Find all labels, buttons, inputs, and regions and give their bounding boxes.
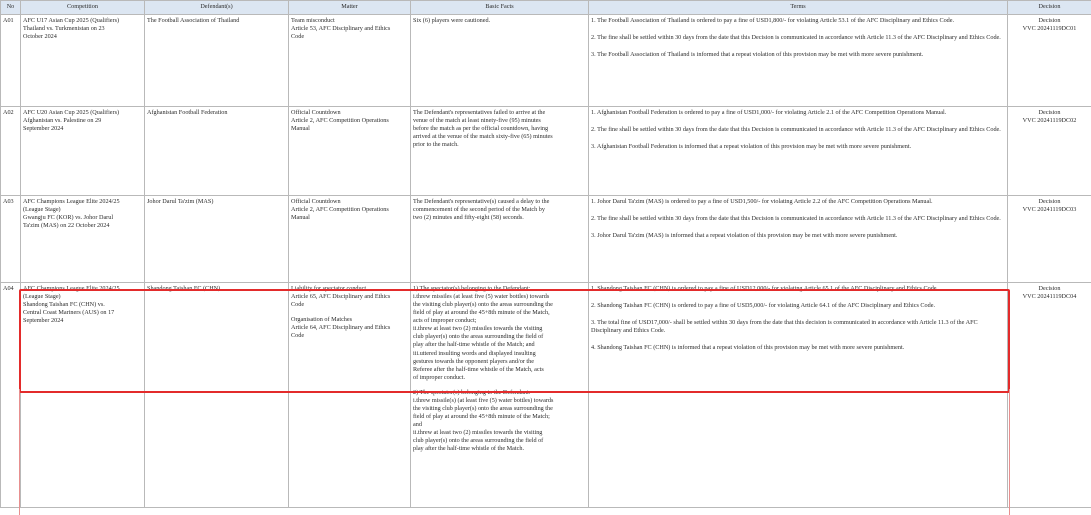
- row-basic-facts: The Defendant's representative(s) caused a delay to the commencement of the second period of the Match by two (2) minutes and fifty-eight (58) seconds.: [411, 196, 589, 283]
- header-no: No: [1, 1, 21, 15]
- row-no: A02: [1, 107, 21, 196]
- header-defendants: Defendant(s): [145, 1, 289, 15]
- header-matter: Matter: [289, 1, 411, 15]
- row-competition: AFC U17 Asian Cup 2025 (Qualifiers) Thailand vs. Turkmenistan on 23 October 2024: [21, 15, 145, 107]
- header-competition: Competition: [21, 1, 145, 15]
- header-basic-facts: Basic Facts: [411, 1, 589, 15]
- row-defendant: The Football Association of Thailand: [145, 15, 289, 107]
- row-defendant: Afghanistan Football Federation: [145, 107, 289, 196]
- row-matter: Official Countdown Article 2, AFC Competition Operations Manual: [289, 196, 411, 283]
- row-matter: Team misconduct Article 53, AFC Disciplinary and Ethics Code: [289, 15, 411, 107]
- row-terms: 1. Johor Darul Ta'zim (MAS) is ordered to pay a fine of USD1,500/- for violating Article 2.2 of the AFC Competition Operations Manual. 2. The fine shall be settled within 30 days from the date that this Decision is communicated in accordance with Article 11.3 of the AFC Disciplinary and Ethics Code. 3. Johor Darul Ta'zim (MAS) is informed that a repeat violation of this provision may be met with more severe punishment.: [589, 196, 1008, 283]
- row-basic-facts: Six (6) players were cautioned.: [411, 15, 589, 107]
- header-decision: Decision: [1008, 1, 1091, 15]
- row-terms: 1. Shandong Taishan FC (CHN) is ordered to pay a fine of USD12,000/- for violating Article 65.1 of the AFC Disciplinary and Ethics Code. 2. Shandong Taishan FC (CHN) is ordered to pay a fine of USD5,000/- for violating Article 64.1 of the AFC Disciplinary and Ethics Code. 3. The total fine of USD17,000/- shall be settled within 30 days from the date that this decision is communicated in accordance with Article 11.3 of the AFC Disciplinary and Ethics Code. 4. Shandong Taishan FC (CHN) is informed that a repeat violation of this provision may be met with more severe punishment.: [589, 283, 1008, 508]
- row-no: A03: [1, 196, 21, 283]
- row-matter: Liability for spectator conduct Article 65, AFC Disciplinary and Ethics Code Organisation of Matches Article 64, AFC Disciplinary and Ethics Code: [289, 283, 411, 508]
- table-row: [1, 196, 1091, 283]
- row-competition: AFC Champions League Elite 2024/25 (League Stage) Shandong Taishan FC (CHN) vs. Central Coast Mariners (AUS) on 17 September 2024: [21, 283, 145, 508]
- row-terms: 1. The Football Association of Thailand is ordered to pay a fine of USD1,800/- for violating Article 53.1 of the AFC Disciplinary and Ethics Code. 2. The fine shall be settled within 30 days from the date that this Decision is communicated in accordance with Article 11.3 of the AFC Disciplinary and Ethics Code. 3. The Football Association of Thailand is informed that a repeat violation of this provision may be met with more severe punishment.: [589, 15, 1008, 107]
- row-no: A04: [1, 283, 21, 508]
- row-terms: 1. Afghanistan Football Federation is ordered to pay a fine of USD1,000/- for violating Article 2.1 of the AFC Competition Operations Manual. 2. The fine shall be settled within 30 days from the date that this Decision is communicated in accordance with Article 11.3 of the AFC Disciplinary and Ethics Code. 3. Afghanistan Football Federation is informed that a repeat violation of this provision may be met with more severe punishment.: [589, 107, 1008, 196]
- row-defendant: Johor Darul Ta'zim (MAS): [145, 196, 289, 283]
- row-decision: Decision VVC 20241119DC04: [1008, 283, 1091, 508]
- row-matter: Official Countdown Article 2, AFC Competition Operations Manual: [289, 107, 411, 196]
- row-decision: Decision VVC 20241119DC02: [1008, 107, 1091, 196]
- row-basic-facts: 1) The spectator(s) belonging to the Defendant: i.threw missiles (at least five (5) water bottles) towards the visiting club player(s) onto the areas surrounding the field of play at around the 45+8th minute of the Match, acts of improper conduct; ii.threw at least two (2) missiles towards the visiting club player(s) onto the areas surrounding the field of play after the half-time whistle of the Match; and iii.uttered insulting words and displayed insulting gestures towards the opponent players and/or the Referee after the half-time whistle of the Match, acts of improper conduct. 2) The spectator(s) belonging to the Defendant: i.threw missile(s) (at least five (5) water bottles) towards the visiting club player(s) onto the areas surrounding the field of play at around the 45+8th minute of the Match; and ii.threw at least two (2) missiles towards the visiting club player(s) onto the areas surrounding the field of play after the half-time whistle of the Match.: [411, 283, 589, 508]
- table-row: [1, 15, 1091, 107]
- row-competition: AFC U20 Asian Cup 2025 (Qualifiers) Afghanistan vs. Palestine on 29 September 2024: [21, 107, 145, 196]
- row-no: A01: [1, 15, 21, 107]
- row-decision: Decision VVC 20241119DC01: [1008, 15, 1091, 107]
- table-row: [1, 283, 1091, 508]
- row-competition: AFC Champions League Elite 2024/25 (League Stage) Gwangju FC (KOR) vs. Johor Darul Ta'zim (MAS) on 22 October 2024: [21, 196, 145, 283]
- header-row: [1, 1, 1091, 15]
- header-terms: Terms: [589, 1, 1008, 15]
- row-basic-facts: The Defendant's representatives failed to arrive at the venue of the match at least ninety-five (95) minutes before the match as per the official countdown, having arrived at the venue of the match sixty-five (65) minutes prior to the match.: [411, 107, 589, 196]
- row-defendant: Shandong Taishan FC (CHN): [145, 283, 289, 508]
- row-decision: Decision VVC 20241119DC03: [1008, 196, 1091, 283]
- table-row: [1, 107, 1091, 196]
